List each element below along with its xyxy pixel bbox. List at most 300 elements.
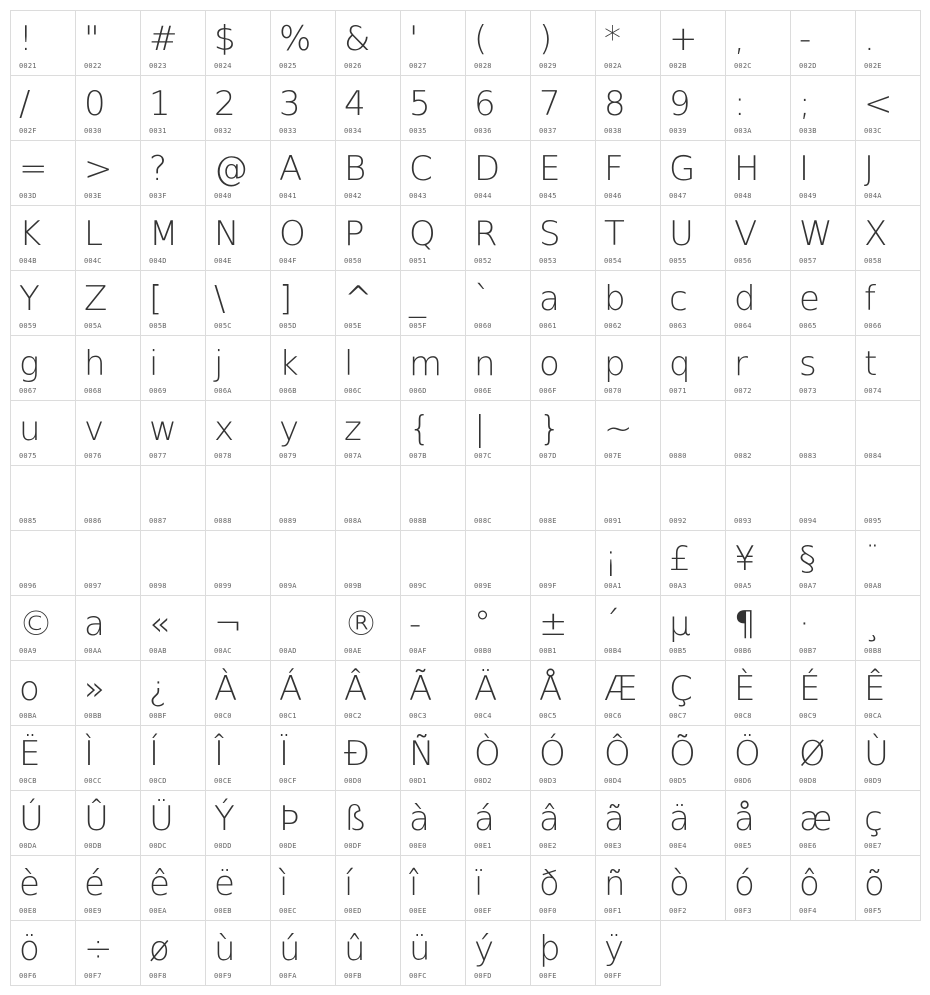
glyph-character: u [19, 409, 41, 449]
glyph-cell [400, 920, 466, 986]
codepoint-label: 006D [409, 387, 427, 395]
glyph-character: Ä [474, 669, 498, 709]
glyph-character: ´ [604, 604, 621, 644]
glyph-character: V [734, 214, 758, 254]
codepoint-label: 00D3 [539, 777, 557, 785]
glyph-character: § [799, 539, 816, 579]
glyph-cell [660, 335, 726, 401]
glyph-cell [205, 400, 271, 466]
glyph-character: Q [409, 214, 436, 254]
glyph-cell [335, 205, 401, 271]
glyph-cell [855, 400, 921, 466]
glyph-character: P [344, 214, 365, 254]
glyph-cell [140, 725, 206, 791]
glyph-character: Ã [409, 669, 433, 709]
codepoint-label: 00B6 [734, 647, 752, 655]
codepoint-label: 002E [864, 62, 882, 70]
codepoint-label: 0061 [539, 322, 557, 330]
glyph-character: ü [409, 929, 431, 969]
glyph-character: N [214, 214, 240, 254]
glyph-cell [660, 530, 726, 596]
glyph-cell [10, 660, 76, 726]
glyph-cell [205, 10, 271, 76]
codepoint-label: 0043 [409, 192, 427, 200]
glyph-character: O [279, 214, 306, 254]
codepoint-label: 0037 [539, 127, 557, 135]
glyph-character: + [669, 19, 698, 59]
glyph-cell [465, 595, 531, 661]
codepoint-label: 0049 [799, 192, 817, 200]
glyph-cell [660, 140, 726, 206]
codepoint-label: 007D [539, 452, 557, 460]
glyph-cell [530, 10, 596, 76]
glyph-cell [10, 530, 76, 596]
codepoint-label: 00F9 [214, 972, 232, 980]
glyph-character: = [19, 149, 48, 189]
codepoint-label: 0056 [734, 257, 752, 265]
codepoint-label: 00AB [149, 647, 167, 655]
glyph-cell [855, 660, 921, 726]
glyph-cell [595, 725, 661, 791]
glyph-cell [725, 660, 791, 726]
glyph-cell [400, 400, 466, 466]
glyph-cell [205, 140, 271, 206]
glyph-cell [270, 530, 336, 596]
codepoint-label: 00C0 [214, 712, 232, 720]
glyph-character: I [799, 149, 810, 189]
glyph-cell [75, 660, 141, 726]
glyph-cell [855, 335, 921, 401]
codepoint-label: 0062 [604, 322, 622, 330]
glyph-cell [10, 75, 76, 141]
glyph-cell [790, 660, 856, 726]
codepoint-label: 0071 [669, 387, 687, 395]
glyph-cell [270, 660, 336, 726]
codepoint-label: 008A [344, 517, 362, 525]
glyph-cell [725, 75, 791, 141]
codepoint-label: 006E [474, 387, 492, 395]
glyph-cell [140, 10, 206, 76]
glyph-cell [10, 855, 76, 921]
glyph-cell [10, 595, 76, 661]
glyph-character: B [344, 149, 367, 189]
glyph-character: H [734, 149, 760, 189]
glyph-character: S [539, 214, 561, 254]
codepoint-label: 0032 [214, 127, 232, 135]
codepoint-label: 0072 [734, 387, 752, 395]
glyph-character: ' [409, 19, 419, 59]
codepoint-label: 0083 [799, 452, 817, 460]
codepoint-label: 00CD [149, 777, 167, 785]
glyph-cell [205, 270, 271, 336]
glyph-character: ß [344, 799, 367, 839]
codepoint-label: 0058 [864, 257, 882, 265]
codepoint-label: 00E8 [19, 907, 37, 915]
glyph-character: ® [344, 604, 378, 644]
codepoint-label: 008B [409, 517, 427, 525]
codepoint-label: 00FD [474, 972, 492, 980]
codepoint-label: 00CF [279, 777, 297, 785]
glyph-character: Ê [864, 669, 886, 709]
glyph-cell [530, 595, 596, 661]
codepoint-label: 00C6 [604, 712, 622, 720]
glyph-character: Õ [669, 734, 696, 774]
glyph-cell [855, 270, 921, 336]
glyph-cell [10, 400, 76, 466]
codepoint-label: 0099 [214, 582, 232, 590]
codepoint-label: 00F5 [864, 907, 882, 915]
glyph-cell [400, 855, 466, 921]
codepoint-label: 00A1 [604, 582, 622, 590]
glyph-cell [10, 920, 76, 986]
glyph-character: Å [539, 669, 563, 709]
codepoint-label: 0085 [19, 517, 37, 525]
glyph-cell [790, 75, 856, 141]
glyph-cell [595, 660, 661, 726]
codepoint-label: 00DB [84, 842, 102, 850]
glyph-character: ä [669, 799, 690, 839]
codepoint-label: 0066 [864, 322, 882, 330]
codepoint-label: 00B1 [539, 647, 557, 655]
glyph-cell [660, 660, 726, 726]
glyph-cell [140, 530, 206, 596]
glyph-character: Ì [84, 734, 95, 774]
glyph-character: % [279, 19, 312, 59]
glyph-character: Ñ [409, 734, 435, 774]
glyph-character: À [214, 669, 238, 709]
codepoint-label: 005A [84, 322, 102, 330]
codepoint-label: 003A [734, 127, 752, 135]
glyph-cell [270, 270, 336, 336]
glyph-character: C [409, 149, 433, 189]
glyph-cell [75, 530, 141, 596]
codepoint-label: 00F6 [19, 972, 37, 980]
glyph-character: k [279, 344, 299, 384]
glyph-character: 9 [669, 84, 691, 124]
codepoint-label: 00A7 [799, 582, 817, 590]
glyph-cell [790, 10, 856, 76]
glyph-cell [140, 790, 206, 856]
glyph-cell [595, 400, 661, 466]
glyph-cell [140, 595, 206, 661]
codepoint-label: 0029 [539, 62, 557, 70]
glyph-cell [75, 335, 141, 401]
codepoint-label: 00AE [344, 647, 362, 655]
glyph-character: É [799, 669, 821, 709]
glyph-cell [465, 725, 531, 791]
codepoint-label: 00D1 [409, 777, 427, 785]
glyph-cell [465, 10, 531, 76]
glyph-character: t [864, 344, 878, 384]
glyph-character: · [799, 604, 810, 644]
glyph-character: ç [864, 799, 883, 839]
codepoint-label: 0064 [734, 322, 752, 330]
glyph-character: E [539, 149, 561, 189]
codepoint-label: 0042 [344, 192, 362, 200]
glyph-character: ¥ [734, 539, 756, 579]
glyph-cell [530, 400, 596, 466]
glyph-character: Ø [799, 734, 826, 774]
glyph-character: Á [279, 669, 303, 709]
codepoint-label: 003F [149, 192, 167, 200]
codepoint-label: 0068 [84, 387, 102, 395]
glyph-cell [205, 530, 271, 596]
codepoint-label: 0098 [149, 582, 167, 590]
glyph-cell [400, 205, 466, 271]
codepoint-label: 0096 [19, 582, 37, 590]
glyph-cell [335, 465, 401, 531]
codepoint-label: 009F [539, 582, 557, 590]
codepoint-label: 0051 [409, 257, 427, 265]
glyph-character: " [84, 19, 100, 59]
glyph-cell [205, 790, 271, 856]
glyph-cell [140, 205, 206, 271]
glyph-cell [270, 920, 336, 986]
glyph-character: p [604, 344, 626, 384]
codepoint-label: 00AF [409, 647, 427, 655]
codepoint-label: 00DD [214, 842, 232, 850]
glyph-cell [790, 725, 856, 791]
glyph-cell [75, 855, 141, 921]
codepoint-label: 00E7 [864, 842, 882, 850]
glyph-character: © [19, 604, 53, 644]
glyph-character: ] [279, 279, 293, 319]
glyph-cell [530, 465, 596, 531]
codepoint-label: 0041 [279, 192, 297, 200]
glyph-cell [790, 140, 856, 206]
codepoint-label: 0038 [604, 127, 622, 135]
glyph-cell [10, 335, 76, 401]
glyph-character: ` [474, 279, 491, 319]
codepoint-label: 008C [474, 517, 492, 525]
glyph-character: ú [279, 929, 301, 969]
glyph-cell [335, 660, 401, 726]
glyph-character: » [84, 669, 105, 709]
codepoint-label: 009E [474, 582, 492, 590]
glyph-cell [270, 725, 336, 791]
codepoint-label: 0024 [214, 62, 232, 70]
glyph-cell [270, 10, 336, 76]
glyph-character: q [669, 344, 691, 384]
codepoint-label: 00FE [539, 972, 557, 980]
glyph-cell [530, 140, 596, 206]
glyph-character: { [409, 409, 431, 449]
codepoint-label: 006B [279, 387, 297, 395]
glyph-cell [140, 400, 206, 466]
codepoint-label: 0057 [799, 257, 817, 265]
codepoint-label: 0059 [19, 322, 37, 330]
codepoint-label: 00BF [149, 712, 167, 720]
codepoint-label: 00EC [279, 907, 297, 915]
glyph-cell [140, 335, 206, 401]
glyph-character: ã [604, 799, 625, 839]
glyph-character: b [604, 279, 626, 319]
glyph-cell [10, 790, 76, 856]
glyph-cell [595, 10, 661, 76]
glyph-cell [335, 400, 401, 466]
glyph-cell [140, 920, 206, 986]
codepoint-label: 00B7 [799, 647, 817, 655]
glyph-character: Ô [604, 734, 631, 774]
codepoint-label: 00DF [344, 842, 362, 850]
codepoint-label: 00FF [604, 972, 622, 980]
codepoint-label: 00CB [19, 777, 37, 785]
codepoint-label: 005C [214, 322, 232, 330]
glyph-cell [725, 270, 791, 336]
glyph-cell [75, 920, 141, 986]
codepoint-label: 00C8 [734, 712, 752, 720]
glyph-cell [335, 10, 401, 76]
glyph-cell [205, 725, 271, 791]
glyph-cell [75, 10, 141, 76]
glyph-cell [205, 75, 271, 141]
glyph-cell [465, 790, 531, 856]
glyph-cell [270, 595, 336, 661]
codepoint-label: 005B [149, 322, 167, 330]
glyph-character: ì [279, 864, 289, 904]
glyph-character: Ö [734, 734, 761, 774]
codepoint-label: 0050 [344, 257, 362, 265]
glyph-cell [725, 595, 791, 661]
codepoint-label: 00E5 [734, 842, 752, 850]
glyph-character: < [864, 84, 893, 124]
codepoint-label: 00E0 [409, 842, 427, 850]
codepoint-label: 0075 [19, 452, 37, 460]
glyph-cell [725, 335, 791, 401]
glyph-character: a [84, 604, 105, 644]
glyph-character: ó [734, 864, 755, 904]
codepoint-label: 00F8 [149, 972, 167, 980]
glyph-cell [530, 725, 596, 791]
codepoint-label: 002C [734, 62, 752, 70]
glyph-cell [660, 790, 726, 856]
glyph-cell [660, 205, 726, 271]
glyph-cell [75, 205, 141, 271]
glyph-character: 6 [474, 84, 496, 124]
glyph-cell [400, 725, 466, 791]
codepoint-label: 0054 [604, 257, 622, 265]
glyph-character: ¶ [734, 604, 756, 644]
glyph-cell [790, 595, 856, 661]
glyph-cell [530, 660, 596, 726]
glyph-character: _ [409, 279, 426, 319]
glyph-character: ¿ [149, 669, 168, 709]
glyph-character: L [84, 214, 103, 254]
glyph-cell [270, 140, 336, 206]
glyph-character: ) [539, 19, 553, 59]
glyph-cell [660, 75, 726, 141]
glyph-cell [75, 75, 141, 141]
glyph-character: « [149, 604, 170, 644]
glyph-cell [530, 855, 596, 921]
glyph-cell [335, 595, 401, 661]
codepoint-label: 00C2 [344, 712, 362, 720]
codepoint-label: 0033 [279, 127, 297, 135]
glyph-cell [595, 140, 661, 206]
glyph-character: d [734, 279, 756, 319]
codepoint-label: 00C1 [279, 712, 297, 720]
glyph-character: 5 [409, 84, 431, 124]
glyph-cell [530, 335, 596, 401]
codepoint-label: 0036 [474, 127, 492, 135]
codepoint-label: 00A3 [669, 582, 687, 590]
codepoint-label: 0063 [669, 322, 687, 330]
codepoint-label: 0069 [149, 387, 167, 395]
glyph-cell [530, 790, 596, 856]
glyph-character: 4 [344, 84, 366, 124]
codepoint-label: 008E [539, 517, 557, 525]
glyph-character: Z [84, 279, 108, 319]
glyph-character: Ú [19, 799, 44, 839]
glyph-character: û [344, 929, 366, 969]
codepoint-label: 002A [604, 62, 622, 70]
glyph-character: o [539, 344, 560, 384]
glyph-cell [75, 400, 141, 466]
glyph-character: á [474, 799, 495, 839]
codepoint-label: 0021 [19, 62, 37, 70]
codepoint-label: 0053 [539, 257, 557, 265]
glyph-character: ÷ [84, 929, 113, 969]
codepoint-label: 00DE [279, 842, 297, 850]
glyph-cell [530, 270, 596, 336]
glyph-cell [855, 790, 921, 856]
glyph-character: ? [149, 149, 168, 189]
glyph-character: F [604, 149, 624, 189]
codepoint-label: 004F [279, 257, 297, 265]
codepoint-label: 00AA [84, 647, 102, 655]
glyph-character: @ [214, 149, 248, 189]
glyph-cell [725, 10, 791, 76]
glyph-character: é [84, 864, 105, 904]
codepoint-label: 0040 [214, 192, 232, 200]
codepoint-label: 0028 [474, 62, 492, 70]
glyph-character: ! [19, 19, 33, 59]
glyph-character: j [214, 344, 224, 384]
glyph-character: e [799, 279, 820, 319]
glyph-cell [75, 595, 141, 661]
glyph-character: ö [19, 929, 40, 969]
glyph-cell [270, 790, 336, 856]
glyph-cell [75, 725, 141, 791]
codepoint-label: 0047 [669, 192, 687, 200]
glyph-cell [790, 400, 856, 466]
codepoint-label: 006A [214, 387, 232, 395]
glyph-cell [595, 920, 661, 986]
codepoint-label: 0082 [734, 452, 752, 460]
glyph-cell [205, 920, 271, 986]
codepoint-label: 0092 [669, 517, 687, 525]
glyph-cell [855, 595, 921, 661]
glyph-cell [335, 725, 401, 791]
glyph-character: þ [539, 929, 561, 969]
codepoint-label: 0091 [604, 517, 622, 525]
glyph-cell [725, 790, 791, 856]
glyph-character: ¨ [864, 539, 881, 579]
glyph-cell [725, 725, 791, 791]
glyph-cell [335, 855, 401, 921]
glyph-cell [790, 530, 856, 596]
glyph-character: ÿ [604, 929, 625, 969]
glyph-cell [660, 855, 726, 921]
codepoint-label: 00F3 [734, 907, 752, 915]
codepoint-label: 009B [344, 582, 362, 590]
glyph-cell [530, 530, 596, 596]
glyph-character: i [149, 344, 159, 384]
glyph-character: & [344, 19, 371, 59]
glyph-cell [660, 725, 726, 791]
glyph-character: ; [799, 84, 811, 124]
glyph-cell [855, 530, 921, 596]
